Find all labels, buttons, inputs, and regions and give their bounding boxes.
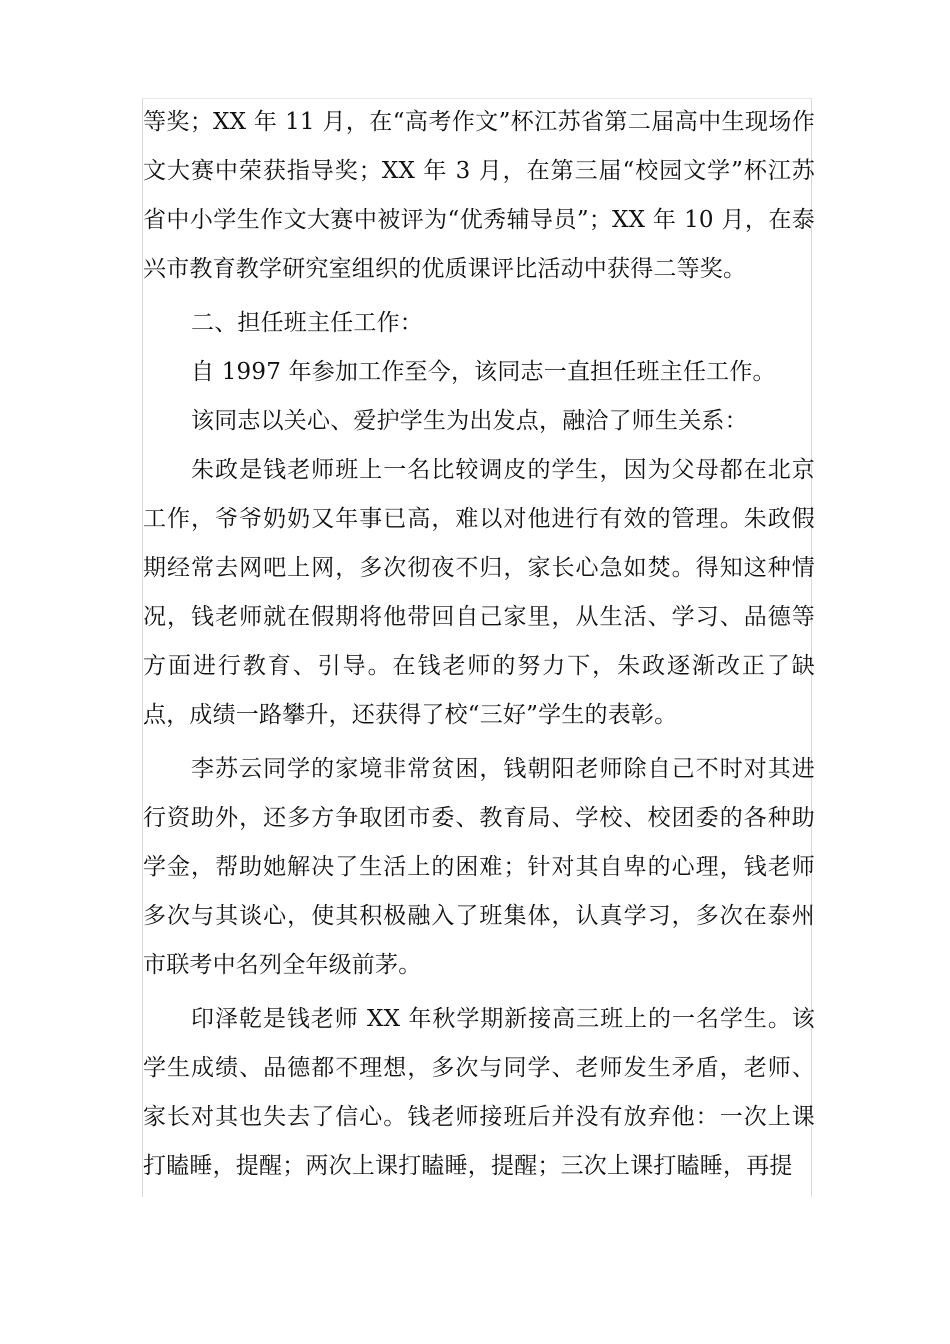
- paragraph-yin-zeqian: 印泽乾是钱老师 XX 年秋学期新接高三班上的一名学生。该学生成绩、品德都不理想，多次与同学、老师发生矛盾，老师、家长对其也失去了信心。钱老师接班后并没有放弃他：一次上课打瞌睡，提醒；两次上课打瞌睡，提醒；三次上课打瞌睡，再提: [143, 1006, 815, 1179]
- paragraph-awards-continued: 等奖；XX 年 11 月，在“高考作文”杯江苏省第二届高中生现场作文大赛中荣获指导奖；XX 年 3 月，在第三届“校园文学”杯江苏省中小学生作文大赛中被评为“优秀辅导员”；XX 年 10 月，在泰兴市教育教学研究室组织的优质课评比活动中获得二等奖。: [143, 109, 815, 282]
- section-heading-class-teacher: 二、担任班主任工作：: [191, 310, 423, 336]
- paragraph-zhu-zheng: 朱政是钱老师班上一名比较调皮的学生，因为父母都在北京工作，爷爷奶奶又年事已高，难以对他进行有效的管理。朱政假期经常去网吧上网，多次彻夜不归，家长心急如焚。得知这种情况，钱老师就在假期将他带回自己家里，从生活、学习、品德等方面进行教育、引导。在钱老师的努力下，朱政逐渐改正了缺点，成绩一路攀升，还获得了校“三好”学生的表彰。: [143, 457, 815, 728]
- document-body: [143, 98, 815, 1191]
- paragraph-li-suyun: 李苏云同学的家境非常贫困，钱朝阳老师除自己不时对其进行资助外，还多方争取团市委、教育局、学校、校团委的各种助学金，帮助她解决了生活上的困难；针对其自卑的心理，钱老师多次与其谈心，使其积极融入了班集体，认真学习，多次在泰州市联考中名列全年级前茅。: [143, 756, 815, 978]
- paragraph-since-1997: 自 1997 年参加工作至今，该同志一直担任班主任工作。: [191, 359, 776, 385]
- paragraph-care-for-students: 该同志以关心、爱护学生为出发点，融洽了师生关系：: [191, 408, 748, 434]
